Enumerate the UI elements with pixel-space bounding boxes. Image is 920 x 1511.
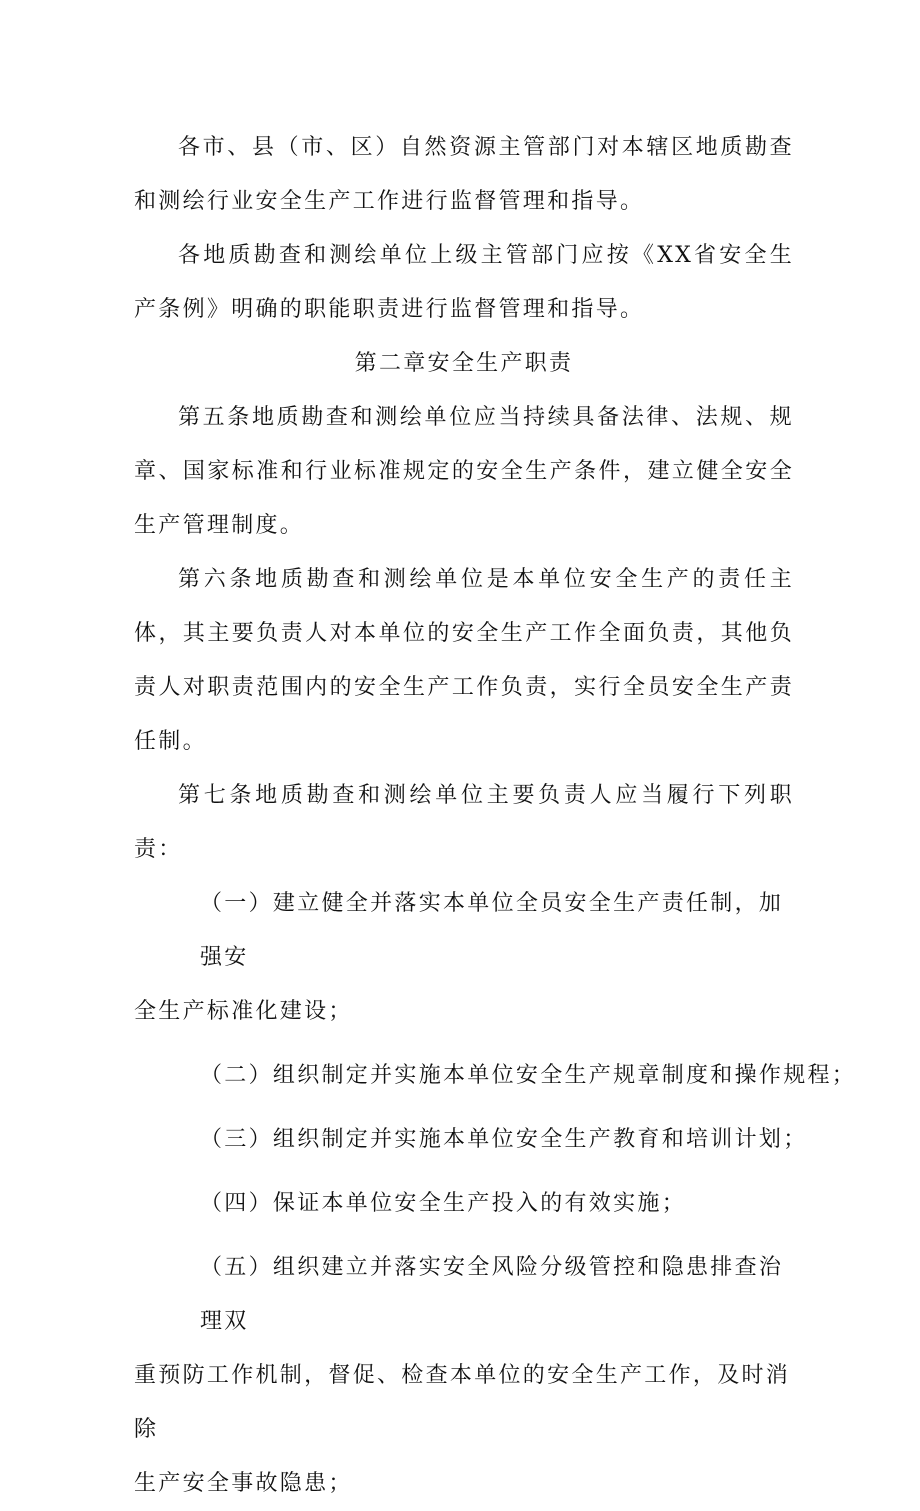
article-5: 第五条地质勘查和测绘单位应当持续具备法律、法规、规章、国家标准和行业标准规定的安全生产条件，建立健全安全生产管理制度。 — [134, 405, 794, 538]
chapter-heading: 第二章安全生产职责 — [354, 351, 574, 376]
duty-item-2: （二）组织制定并实施本单位安全生产规章制度和操作规程； — [200, 1063, 857, 1088]
article-7: 第七条地质勘查和测绘单位主要负责人应当履行下列职责： — [134, 783, 794, 862]
duty-item-5-line-3: 生产安全事故隐患； — [134, 1471, 353, 1496]
document-body — [134, 121, 857, 1511]
duty-item-3: （三）组织制定并实施本单位安全生产教育和培训计划； — [200, 1127, 808, 1152]
paragraph-county-supervision: 各市、县（市、区）自然资源主管部门对本辖区地质勘查和测绘行业安全生产工作进行监督管理和指导。 — [134, 135, 794, 214]
duty-item-5-line-1: （五）组织建立并落实安全风险分级管控和隐患排查治理双 — [200, 1255, 784, 1334]
duty-item-5 — [134, 1241, 794, 1511]
paragraph-superior-department: 各地质勘查和测绘单位上级主管部门应按《XX省安全生产条例》明确的职能职责进行监督管理和指导。 — [134, 243, 794, 322]
duty-item-1 — [134, 877, 794, 1039]
duty-item-4: （四）保证本单位安全生产投入的有效实施； — [200, 1191, 687, 1216]
duty-item-1-line-2: 全生产标准化建设； — [134, 999, 353, 1024]
duty-item-5-line-2: 重预防工作机制，督促、检查本单位的安全生产工作，及时消除 — [134, 1363, 791, 1442]
duty-item-1-line-1: （一）建立健全并落实本单位全员安全生产责任制，加强安 — [200, 891, 784, 970]
article-6: 第六条地质勘查和测绘单位是本单位安全生产的责任主体，其主要负责人对本单位的安全生产工作全面负责，其他负责人对职责范围内的安全生产工作负责，实行全员安全生产责任制。 — [134, 567, 794, 754]
